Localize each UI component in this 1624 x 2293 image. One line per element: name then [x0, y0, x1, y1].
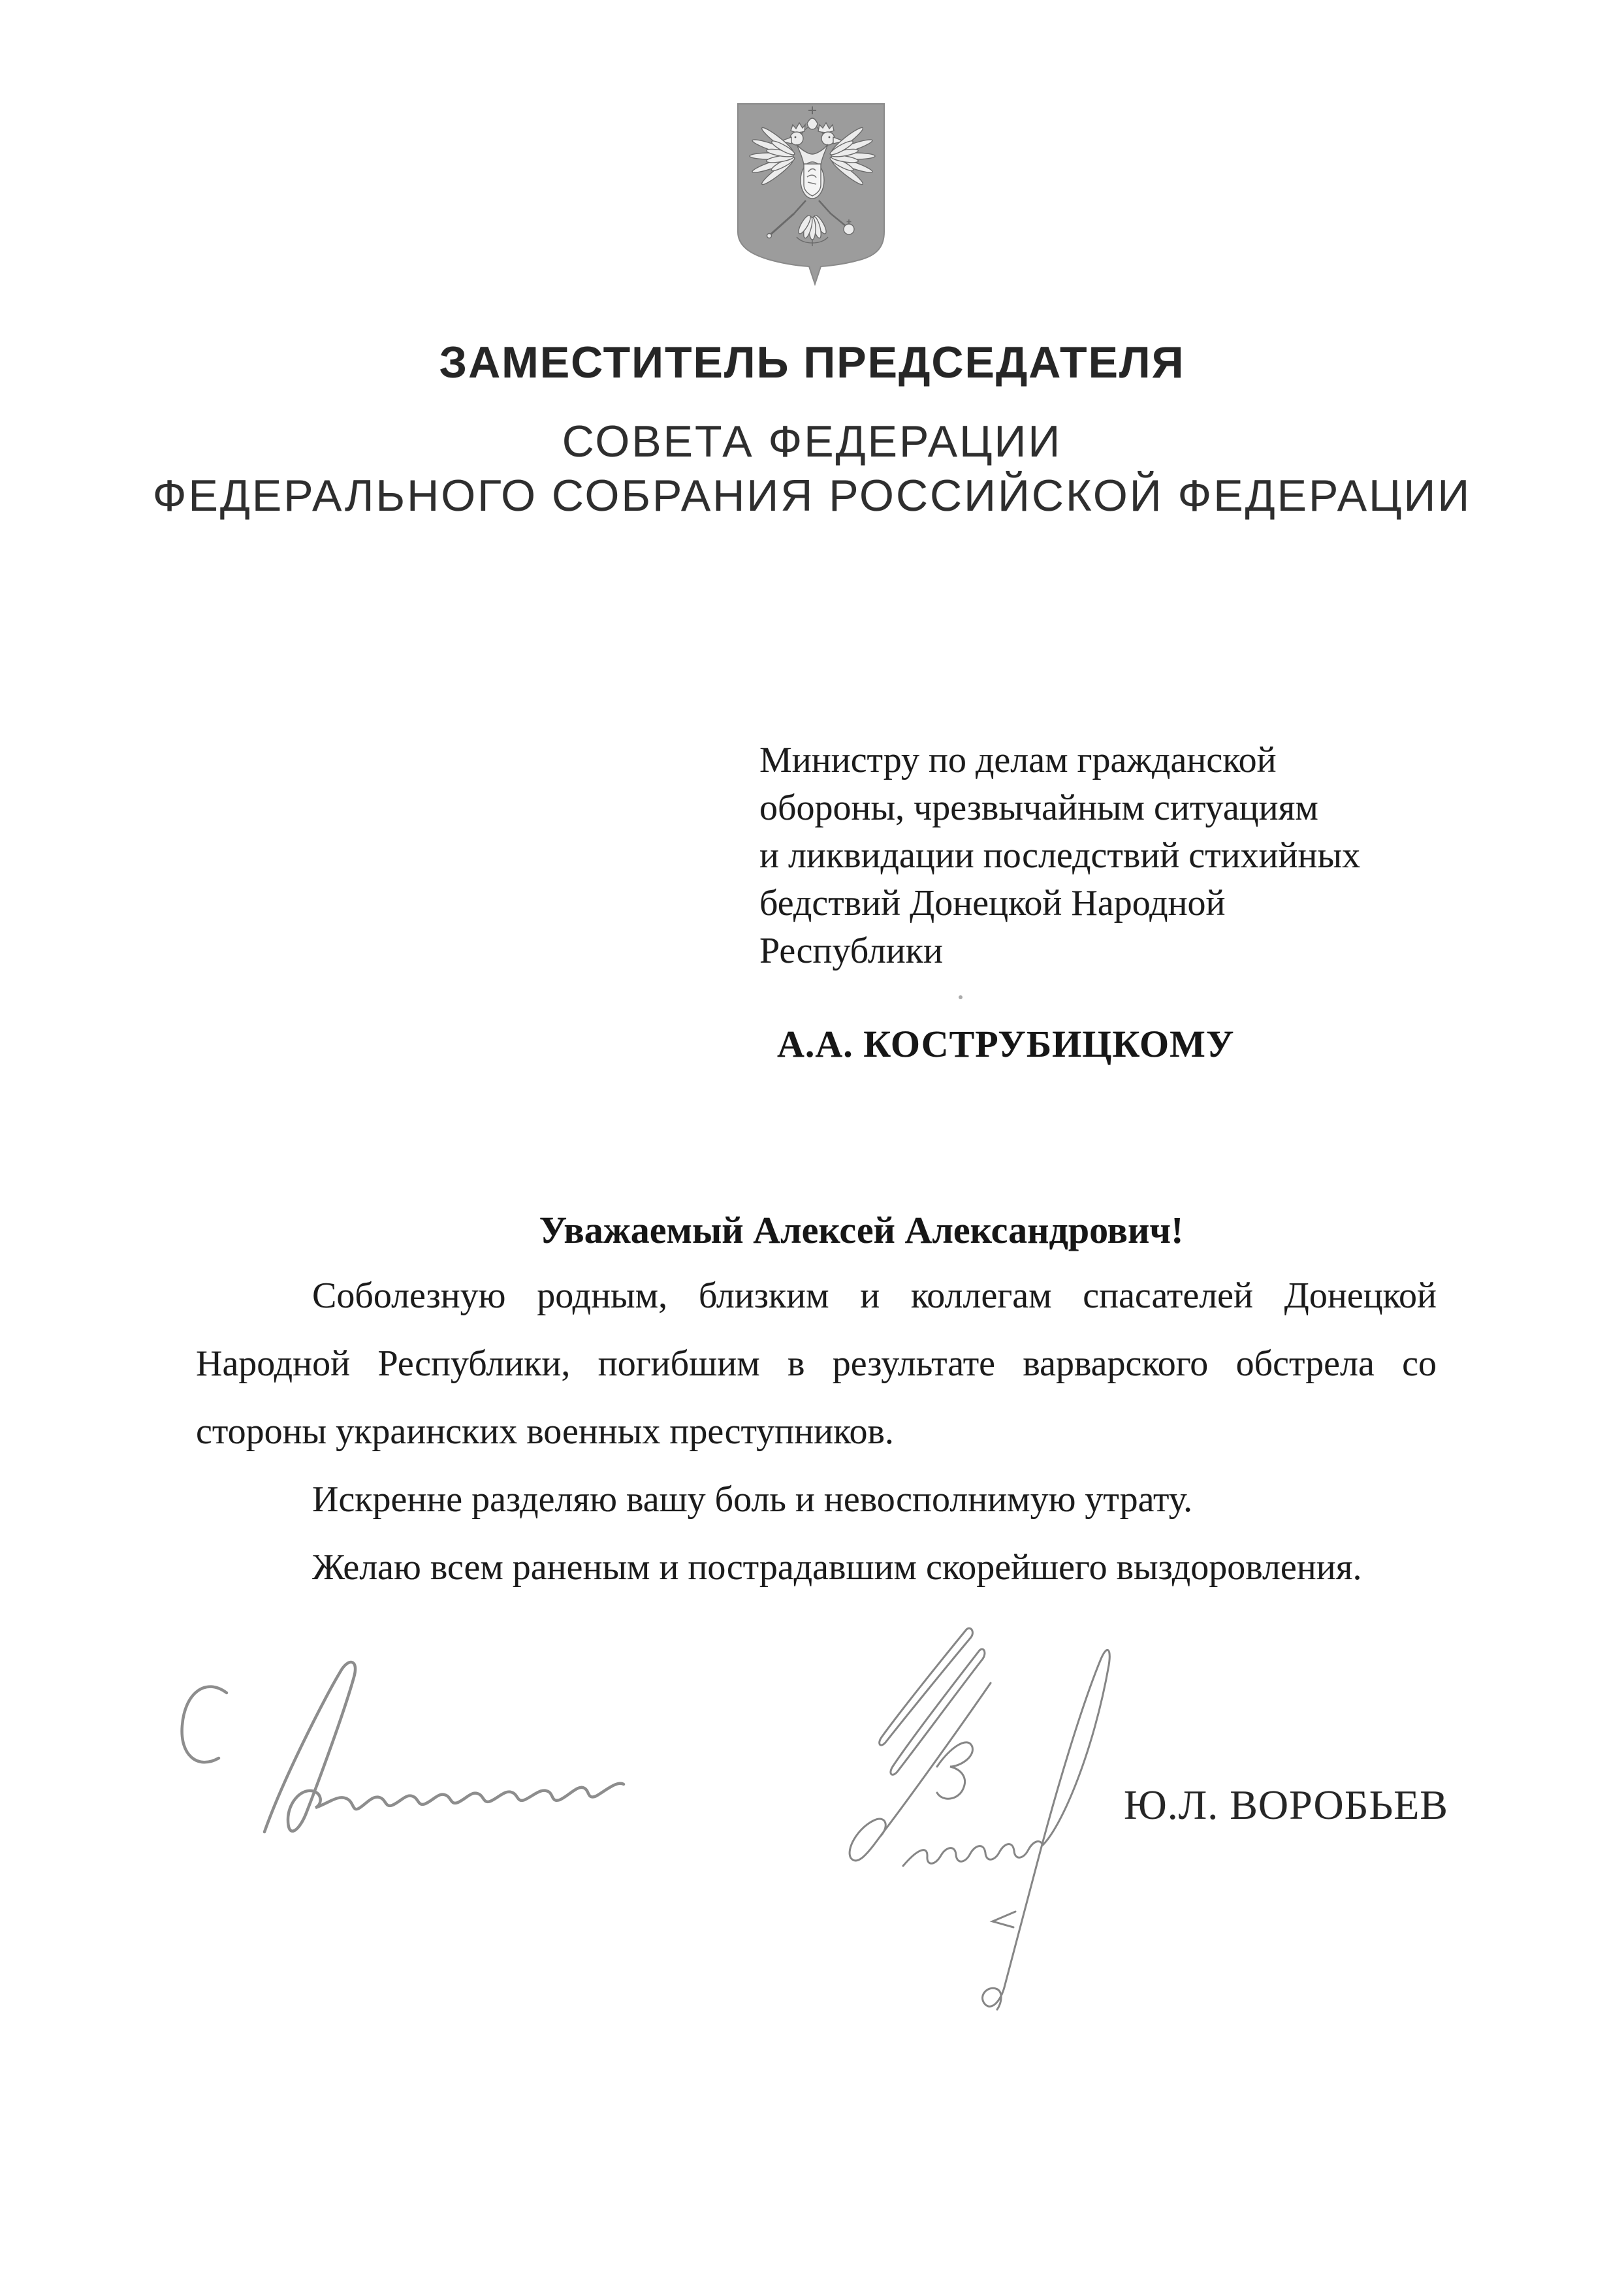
russian-coat-of-arms-icon [734, 101, 888, 292]
recipient-line: Министру по делам гражданской [759, 740, 1277, 780]
body-paragraph3: Желаю всем раненым и пострадавшим скорейшего выздоровления. [312, 1547, 1362, 1588]
body-paragraph1-line1: Соболезную родным, близким и коллегам спасателей Донецкой [312, 1275, 1437, 1316]
recipient-line: и ликвидации последствий стихийных [759, 835, 1361, 876]
letterhead-title-line1: ЗАМЕСТИТЕЛЬ ПРЕДСЕДАТЕЛЯ [439, 338, 1185, 387]
signer-name: Ю.Л. ВОРОБЬЕВ [1124, 1782, 1448, 1828]
recipient-block [759, 737, 1399, 975]
salutation: Уважаемый Алексей Александрович! [539, 1209, 1184, 1251]
recipient-line: Республики [759, 931, 943, 971]
handwritten-signature-icon [820, 1610, 1166, 2021]
recipient-line: обороны, чрезвычайным ситуациям [759, 788, 1318, 828]
recipient-line: бедствий Донецкой Народной [759, 883, 1226, 923]
body-paragraph1-line3: стороны украинских военных преступников. [196, 1411, 894, 1452]
letterhead-title-line3: ФЕДЕРАЛЬНОГО СОБРАНИЯ РОССИЙСКОЙ ФЕДЕРАЦИИ [152, 471, 1472, 521]
scan-artifact-dot [959, 995, 963, 999]
closing-handwriting [167, 1639, 689, 1855]
letter-body [196, 1262, 1437, 1601]
body-paragraph2: Искренне разделяю вашу боль и невосполнимую утрату. [312, 1479, 1193, 1520]
body-paragraph1-line2: Народной Республики, погибшим в результате варварского обстрела со [196, 1343, 1437, 1384]
letterhead-title-line2: СОВЕТА ФЕДЕРАЦИИ [562, 417, 1062, 466]
addressee-name: А.А. КОСТРУБИЦКОМУ [777, 1023, 1235, 1065]
